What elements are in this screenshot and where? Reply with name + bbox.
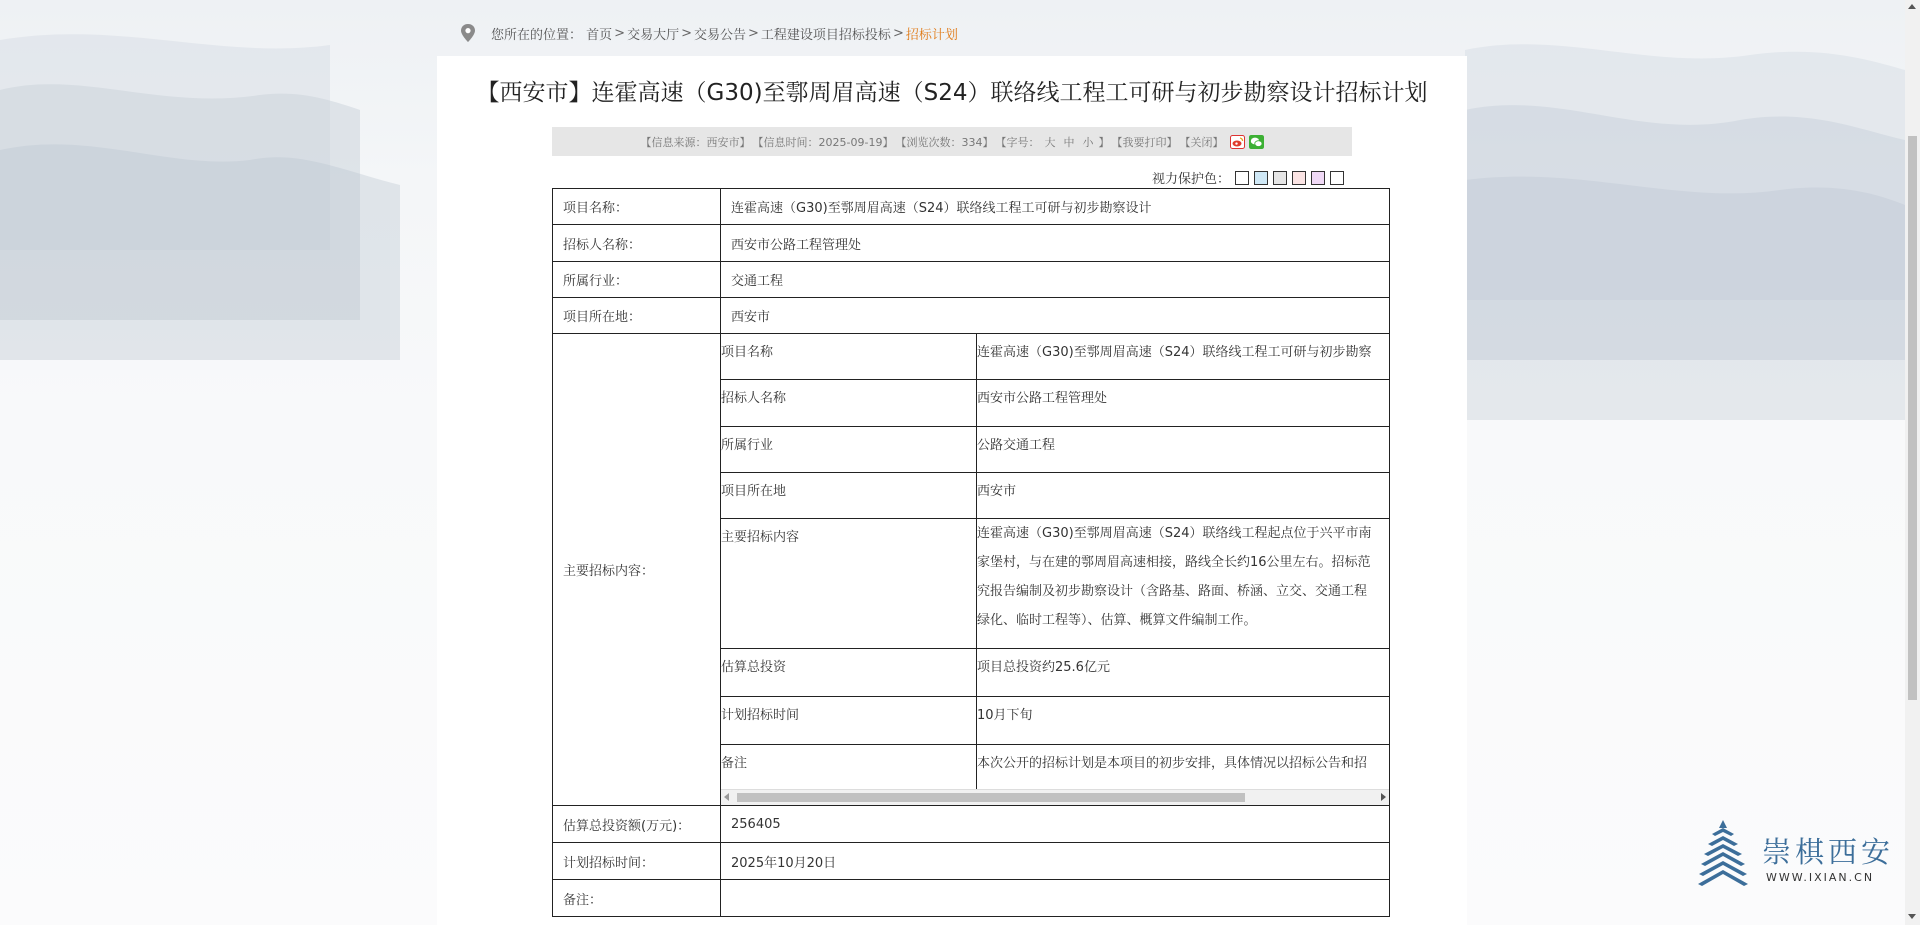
weibo-share-icon[interactable] (1230, 135, 1245, 149)
inner-key: 所属行业 (721, 427, 977, 472)
info-source: 【信息来源：西安市】 (640, 135, 751, 149)
remark-value (721, 880, 1389, 916)
horizontal-scrollbar[interactable] (721, 789, 1389, 805)
table-row (553, 189, 1389, 225)
content-line: 家堡村，与在建的鄠周眉高速相接，路线全长约16公里左右。招标范 (977, 555, 1371, 570)
tenderer-value: 西安市公路工程管理处 (731, 237, 862, 253)
inner-row (721, 334, 1389, 380)
table-row (553, 806, 1389, 843)
close-link[interactable]: 【关闭】 (1179, 135, 1224, 149)
protect-color-swatch[interactable] (1292, 171, 1306, 185)
inner-row (721, 649, 1389, 697)
project-name-label: 项目名称： (553, 189, 721, 224)
location-pin-icon (459, 23, 477, 43)
inner-row (721, 380, 1389, 427)
inner-content-table[interactable] (721, 334, 1389, 789)
main-content-label: 主要招标内容： (553, 334, 721, 805)
location-label: 项目所在地： (553, 298, 721, 333)
inner-key: 项目名称 (721, 334, 977, 379)
inner-row (721, 427, 1389, 473)
project-name-value: 连霍高速（G30)至鄠周眉高速（S24）联络线工程工可研与初步勘察设计 (731, 201, 1152, 216)
info-views: 【浏览次数：334】 (895, 135, 994, 149)
inner-value: 西安市公路工程管理处 (977, 391, 1108, 406)
inner-key: 主要招标内容 (721, 519, 977, 648)
tender-plan-table (552, 188, 1390, 917)
scroll-left-icon[interactable] (724, 793, 729, 801)
tenderer-label: 招标人名称： (553, 225, 721, 261)
inner-key: 项目所在地 (721, 473, 977, 518)
protect-color-swatch[interactable] (1330, 171, 1344, 185)
info-bar (552, 127, 1352, 156)
inner-value: 公路交通工程 (977, 438, 1056, 453)
pagoda-logo-icon (1698, 818, 1748, 890)
investment-label: 估算总投资额(万元)： (553, 806, 721, 842)
table-row (553, 262, 1389, 298)
font-size-close: 】 (1098, 135, 1110, 149)
remark-label: 备注： (553, 880, 721, 916)
inner-value: 本次公开的招标计划是本项目的初步安排，具体情况以招标公告和招 (977, 756, 1368, 771)
breadcrumb-current[interactable]: 招标计划 (905, 27, 958, 43)
table-row (553, 334, 1389, 806)
breadcrumb-trading-hall[interactable]: 交易大厅 (627, 27, 680, 43)
content-line: 连霍高速（G30)至鄠周眉高速（S24）联络线工程起点位于兴平市南 (977, 526, 1372, 541)
page-title: 【西安市】连霍高速（G30)至鄠周眉高速（S24）联络线工程工可研与初步勘察设计招标计划 (476, 80, 1428, 106)
inner-row (721, 473, 1389, 519)
print-link[interactable]: 【我要打印】 (1111, 135, 1178, 149)
breadcrumb-separator: > (892, 25, 904, 41)
logo-url: WWW.IXIAN.CN (1766, 871, 1875, 884)
plan-time-value: 2025年10月20日 (731, 855, 837, 871)
info-time: 【信息时间：2025-09-19】 (752, 135, 894, 149)
wechat-share-icon[interactable] (1249, 135, 1264, 149)
breadcrumb-engineering[interactable]: 工程建设项目招标投标 (760, 27, 891, 43)
eye-protection-label: 视力保护色： (1152, 172, 1231, 187)
inner-value-multiline (977, 519, 1389, 648)
industry-value: 交通工程 (731, 274, 784, 289)
font-small-link[interactable]: 小 (1082, 135, 1094, 149)
content-line: 绿化、临时工程等）、估算、概算文件编制工作。 (977, 613, 1257, 628)
inner-value: 10月下旬 (977, 708, 1033, 723)
breadcrumb-prefix: 您所在的位置： (491, 27, 583, 43)
breadcrumb-separator: > (748, 25, 759, 41)
article-panel (437, 56, 1467, 925)
inner-row (721, 745, 1389, 789)
scroll-down-icon[interactable] (1908, 914, 1916, 919)
eye-protection-bar (1152, 168, 1344, 187)
font-size-label: 【字号： (995, 135, 1040, 149)
main-content-value (721, 334, 1389, 805)
protect-color-swatch[interactable] (1254, 171, 1268, 185)
table-row (553, 880, 1389, 916)
page-scrollbar[interactable] (1905, 0, 1920, 925)
page-scroll-thumb[interactable] (1908, 136, 1917, 700)
inner-row (721, 519, 1389, 649)
inner-key: 估算总投资 (721, 649, 977, 696)
breadcrumb-separator: > (681, 25, 692, 41)
protect-color-swatch[interactable] (1235, 171, 1249, 185)
scroll-thumb[interactable] (737, 793, 1245, 802)
inner-value: 连霍高速（G30)至鄠周眉高速（S24）联络线工程工可研与初步勘察 (977, 345, 1372, 360)
site-logo[interactable] (1698, 818, 1898, 890)
logo-text: 崇棋西安 (1762, 835, 1895, 869)
inner-value: 项目总投资约25.6亿元 (977, 660, 1110, 675)
font-large-link[interactable]: 大 (1044, 135, 1056, 149)
breadcrumb-separator: > (614, 25, 626, 41)
inner-row (721, 697, 1389, 745)
inner-key: 备注 (721, 745, 977, 789)
scroll-up-icon[interactable] (1908, 4, 1916, 9)
scroll-right-icon[interactable] (1381, 793, 1386, 801)
plan-time-label: 计划招标时间： (553, 843, 721, 879)
table-row (553, 298, 1389, 334)
table-row (553, 225, 1389, 262)
inner-key: 计划招标时间 (721, 697, 977, 744)
inner-value: 西安市 (977, 484, 1017, 499)
protect-color-swatch[interactable] (1311, 171, 1325, 185)
breadcrumb-home[interactable]: 首页 (586, 27, 613, 43)
breadcrumb-announcements[interactable]: 交易公告 (694, 27, 747, 43)
inner-key: 招标人名称 (721, 380, 977, 426)
industry-label: 所属行业： (553, 262, 721, 297)
table-row (553, 843, 1389, 880)
breadcrumb (459, 22, 958, 44)
font-medium-link[interactable]: 中 (1063, 135, 1075, 149)
investment-value: 256405 (731, 816, 781, 832)
content-line: 究报告编制及初步勘察设计（含路基、路面、桥涵、立交、交通工程 (977, 584, 1368, 599)
protect-color-swatch[interactable] (1273, 171, 1287, 185)
location-value: 西安市 (731, 310, 771, 325)
